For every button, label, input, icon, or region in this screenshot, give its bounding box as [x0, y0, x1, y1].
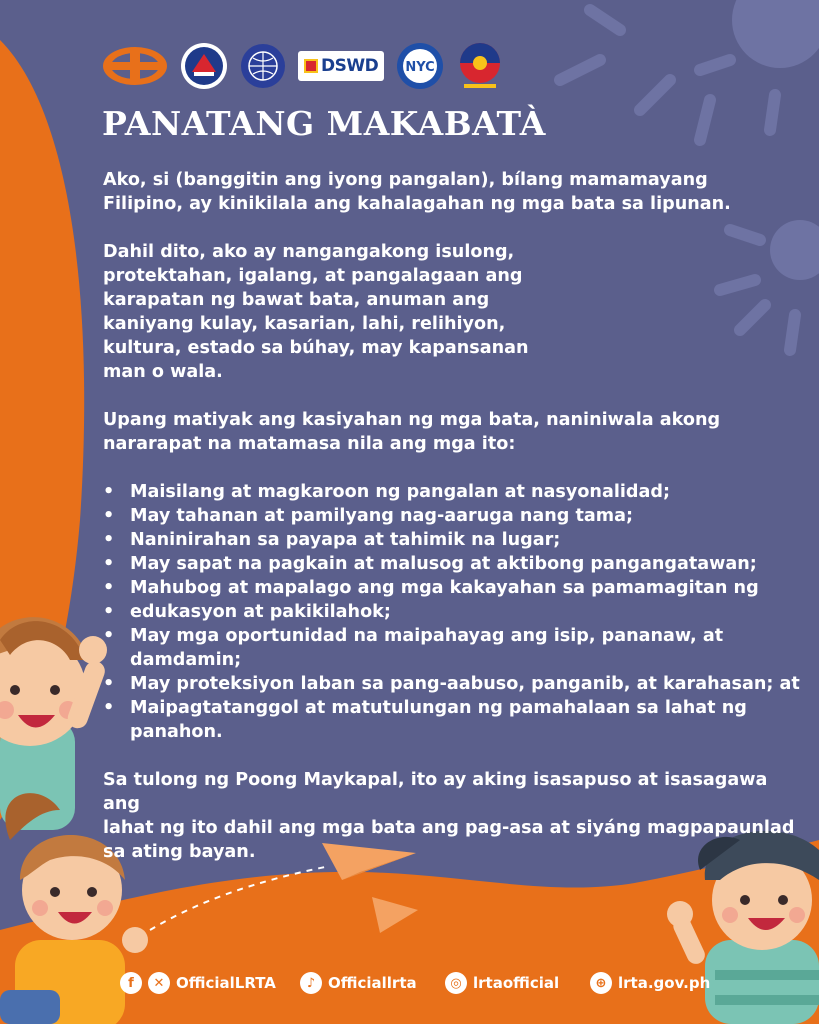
tiktok-icon: ♪	[300, 972, 322, 994]
dswd-label: DSWD	[321, 56, 379, 76]
lrta-logo-icon	[102, 46, 168, 86]
list-item: • edukasyon at pakikilahok;	[103, 600, 803, 624]
rights-list	[103, 480, 803, 744]
list-item: • May sapat na pagkain at malusog at aktibong pangangatawan;	[103, 552, 803, 576]
tiktok-handle: Officiallrta	[328, 974, 417, 992]
dswd-logo-icon	[298, 51, 384, 81]
dotr-seal-icon	[180, 42, 228, 90]
list-item: • May proteksiyon laban sa pang-aabuso, panganib, at karahasan; at	[103, 672, 803, 696]
svg-text:NYC: NYC	[405, 60, 435, 75]
pledge-paragraph-intro: Ako, si (banggitin ang iyong pangalan), bílang mamamayang Filipino, ay kinikilala ang kahalagahan ng mga bata sa lipunan.	[103, 170, 731, 214]
list-item: • Maipagtatanggol at matutulungan ng pamahalaan sa lahat ng panahon.	[103, 696, 803, 744]
page-title: PANATANG MAKABATÀ	[102, 104, 546, 143]
social-website[interactable]	[590, 972, 710, 994]
pledge-paragraph-closing: Sa tulong ng Poong Maykapal, ito ay aking isasapuso at isasagawa ang lahat ng ito dahil ang mga bata ang pag-asa at siyáng magpapaunlad sa ating bayan.	[103, 770, 795, 862]
list-item: • Naninirahan sa payapa at tahimik na lugar;	[103, 528, 803, 552]
pledge-paragraph-rights-intro: Upang matiyak ang kasiyahan ng mga bata, naniniwala akong nararapat na matamasa nila ang mga ito:	[103, 410, 721, 454]
pledge-content	[103, 168, 803, 888]
partner-logos	[102, 40, 504, 92]
list-item: • Mahubog at mapalago ang mga kakayahan sa pamamagitan ng	[103, 576, 803, 600]
facebook-icon: f	[120, 972, 142, 994]
globe-web-icon: ⊕	[590, 972, 612, 994]
list-item: • May mga oportunidad na maipahayag ang isip, pananaw, at damdamin;	[103, 624, 803, 672]
globe-seal-icon	[240, 43, 286, 89]
facebook-x-handle: OfficialLRTA	[176, 974, 276, 992]
pledge-paragraph-promise: Dahil dito, ako ay nangangakong isulong, protektahan, igalang, at pangalagaan ang karapatan ng bawat bata, anuman ang kaniyang kulay, kasarian, lahi, relihiyon, kultura, estado sa búhay, may kapansanan man o wala.	[103, 242, 529, 382]
social-footer	[0, 968, 819, 1004]
bagong-pilipinas-logo-icon	[456, 41, 504, 91]
social-instagram[interactable]	[445, 972, 559, 994]
website-link: lrta.gov.ph	[618, 974, 711, 992]
instagram-handle: lrtaofficial	[473, 974, 560, 992]
social-tiktok[interactable]	[300, 972, 417, 994]
list-item: • May tahanan at pamilyang nag-aaruga nang tama;	[103, 504, 803, 528]
social-facebook-x[interactable]	[120, 972, 276, 994]
instagram-icon: ◎	[445, 972, 467, 994]
nyc-seal-icon	[396, 42, 444, 90]
x-icon: ✕	[148, 972, 170, 994]
list-item: • Maisilang at magkaroon ng pangalan at nasyonalidad;	[103, 480, 803, 504]
